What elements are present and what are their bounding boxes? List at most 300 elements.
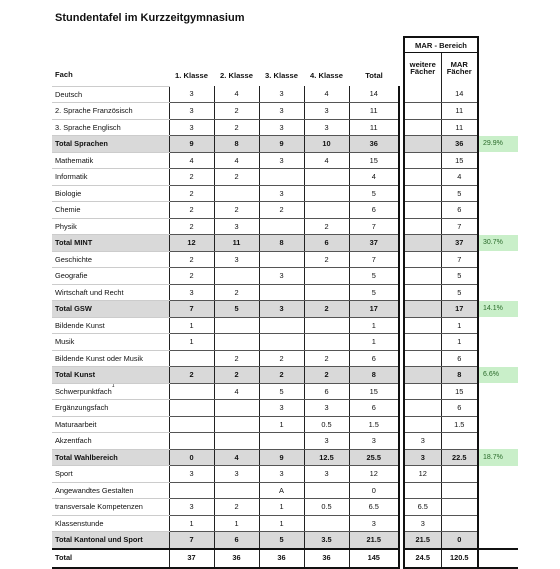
mar-weitere-cell: [404, 202, 441, 219]
klasse-4-cell: 3: [304, 103, 349, 120]
subject-name: Schwerpunktfach: [55, 386, 112, 396]
subject-label: [52, 251, 169, 268]
klasse-4-cell: 2: [304, 367, 349, 384]
subject-name: Total MINT: [55, 238, 93, 247]
klasse-2-cell: 2: [214, 499, 259, 516]
mar-faecher-cell: [441, 466, 478, 483]
klasse-1-cell: [169, 433, 214, 450]
klasse-1-cell: 3: [169, 284, 214, 301]
klasse-3-cell: [259, 218, 304, 235]
total-cell: 12: [349, 466, 399, 483]
total-cell: 15: [349, 152, 399, 169]
subject-label: [52, 317, 169, 334]
total-cell: 7: [349, 218, 399, 235]
mar-weitere-cell: [404, 334, 441, 351]
mar-weitere-cell: [404, 251, 441, 268]
mar-faecher-cell: 5: [441, 284, 478, 301]
subject-name: Akzentfach: [55, 436, 92, 445]
mar-weitere-cell: [404, 86, 441, 103]
header-mar-faecher: MAR Fächer: [441, 53, 478, 87]
klasse-3-cell: 3: [259, 185, 304, 202]
klasse-4-cell: [304, 202, 349, 219]
grand-total-klasse-2: 36: [214, 549, 259, 568]
mar-faecher-cell: 11: [441, 103, 478, 120]
klasse-1-cell: 2: [169, 202, 214, 219]
subject-name: Total Wahlbereich: [55, 452, 118, 462]
subject-label: [52, 400, 169, 417]
subject-label: [52, 152, 169, 169]
subject-label: [52, 466, 169, 483]
table-row: [52, 202, 518, 219]
subject-label: [52, 416, 169, 433]
subject-name: Total Kunst: [55, 370, 96, 379]
spacer: [478, 549, 518, 568]
klasse-3-cell: 3: [259, 466, 304, 483]
table-total-row: [52, 532, 518, 549]
percentage-badge: [478, 532, 518, 549]
mar-faecher-cell: 7: [441, 251, 478, 268]
klasse-4-cell: 4: [304, 86, 349, 103]
grand-total-klasse-1: 37: [169, 549, 214, 568]
klasse-2-cell: 4: [214, 86, 259, 103]
subject-name: Musik: [55, 337, 75, 346]
subject-label: [52, 235, 169, 252]
percentage-badge: [478, 268, 518, 285]
percentage-badge: 29.9%: [478, 136, 518, 153]
total-cell: 21.5: [349, 532, 399, 549]
klasse-4-cell: 0.5: [304, 416, 349, 433]
subject-name: Angewandtes Gestalten: [55, 485, 134, 495]
klasse-3-cell: A: [259, 482, 304, 499]
mar-weitere-cell: [404, 284, 441, 301]
klasse-2-cell: 8: [214, 136, 259, 153]
footnote-marker: 1: [111, 383, 115, 389]
header-klasse-4: 4. Klasse: [310, 70, 343, 80]
percentage-badge: [478, 383, 518, 400]
total-cell: 3: [349, 515, 399, 532]
subject-name: Ergänzungsfach: [55, 403, 109, 412]
mar-weitere-cell: [404, 482, 441, 499]
subject-name: Deutsch: [55, 89, 83, 99]
klasse-3-cell: [259, 334, 304, 351]
header-klasse-1: 1. Klasse: [175, 70, 208, 80]
table-row: [52, 383, 518, 400]
percentage-badge: [478, 202, 518, 219]
mar-faecher-cell: 15: [441, 383, 478, 400]
klasse-3-cell: 3: [259, 301, 304, 318]
mar-weitere-cell: [404, 350, 441, 367]
klasse-1-cell: 2: [169, 169, 214, 186]
mar-weitere-cell: [404, 136, 441, 153]
klasse-2-cell: 4: [214, 449, 259, 466]
mar-faecher-cell: 1: [441, 334, 478, 351]
column-header-row: [52, 53, 518, 87]
total-cell: 1: [349, 334, 399, 351]
table-total-row: [52, 449, 518, 466]
mar-weitere-cell: [404, 185, 441, 202]
klasse-4-cell: 3: [304, 433, 349, 450]
klasse-3-cell: [259, 433, 304, 450]
total-cell: 25.5: [349, 449, 399, 466]
grand-total-mar-faecher: 120.5: [441, 549, 478, 568]
subject-label: [52, 532, 169, 549]
mar-faecher-cell: 22.5: [441, 449, 478, 466]
total-cell: 6: [349, 400, 399, 417]
klasse-4-cell: 2: [304, 301, 349, 318]
subject-name: Geografie: [55, 271, 88, 280]
grand-total-label: Total: [52, 549, 169, 568]
klasse-3-cell: [259, 317, 304, 334]
klasse-2-cell: [214, 334, 259, 351]
subject-name: Total Kantonal und Sport: [55, 535, 143, 544]
klasse-3-cell: 2: [259, 202, 304, 219]
subject-name: Informatik: [55, 172, 88, 181]
subject-label: [52, 268, 169, 285]
klasse-1-cell: 2: [169, 218, 214, 235]
total-cell: 1: [349, 317, 399, 334]
total-cell: 37: [349, 235, 399, 252]
subject-name: Mathematik: [55, 155, 94, 165]
percentage-badge: 6.6%: [478, 367, 518, 384]
klasse-2-cell: 2: [214, 202, 259, 219]
mar-weitere-cell: 21.5: [404, 532, 441, 549]
klasse-2-cell: [214, 185, 259, 202]
klasse-2-cell: 2: [214, 284, 259, 301]
table-row: [52, 482, 518, 499]
mar-weitere-cell: 3: [404, 449, 441, 466]
mar-weitere-cell: [404, 152, 441, 169]
mar-weitere-cell: [404, 367, 441, 384]
total-cell: 11: [349, 103, 399, 120]
header-mar-weitere: weitere Fächer: [404, 53, 441, 87]
total-cell: 4: [349, 169, 399, 186]
klasse-4-cell: 2: [304, 251, 349, 268]
total-cell: 11: [349, 119, 399, 136]
klasse-3-cell: 1: [259, 515, 304, 532]
mar-weitere-cell: [404, 218, 441, 235]
percentage-badge: [478, 499, 518, 516]
klasse-3-cell: 3: [259, 400, 304, 417]
klasse-4-cell: 3: [304, 119, 349, 136]
percentage-badge: 14.1%: [478, 301, 518, 318]
header-klasse-2: 2. Klasse: [220, 70, 253, 80]
mar-weitere-cell: [404, 119, 441, 136]
klasse-2-cell: 2: [214, 119, 259, 136]
percentage-badge: [478, 218, 518, 235]
mar-weitere-cell: [404, 301, 441, 318]
percentage-badge: [478, 317, 518, 334]
table-total-row: [52, 367, 518, 384]
table-row: [52, 169, 518, 186]
mar-faecher-cell: 37: [441, 235, 478, 252]
table-row: [52, 251, 518, 268]
timetable: [52, 36, 518, 569]
mar-faecher-cell: 1.5: [441, 416, 478, 433]
table-row: [52, 400, 518, 417]
subject-name: Klassenstunde: [55, 518, 104, 528]
klasse-2-cell: 11: [214, 235, 259, 252]
subject-name: Sport: [55, 469, 73, 478]
timetable-body: [52, 86, 518, 568]
klasse-4-cell: 10: [304, 136, 349, 153]
klasse-2-cell: [214, 268, 259, 285]
klasse-3-cell: [259, 251, 304, 268]
klasse-3-cell: [259, 169, 304, 186]
klasse-2-cell: 4: [214, 152, 259, 169]
mar-weitere-cell: 6.5: [404, 499, 441, 516]
klasse-3-cell: 2: [259, 350, 304, 367]
mar-weitere-cell: [404, 268, 441, 285]
klasse-4-cell: 6: [304, 383, 349, 400]
grand-total-value: 145: [349, 549, 399, 568]
mar-faecher-cell: 1: [441, 317, 478, 334]
total-cell: 0: [349, 482, 399, 499]
klasse-4-cell: 2: [304, 350, 349, 367]
subject-name: Bildende Kunst: [55, 320, 105, 330]
klasse-3-cell: 3: [259, 119, 304, 136]
klasse-2-cell: 4: [214, 383, 259, 400]
klasse-2-cell: 5: [214, 301, 259, 318]
klasse-2-cell: 2: [214, 169, 259, 186]
mar-weitere-cell: [404, 416, 441, 433]
subject-label: [52, 103, 169, 120]
grand-total-klasse-3: 36: [259, 549, 304, 568]
klasse-1-cell: 2: [169, 251, 214, 268]
table-row: [52, 515, 518, 532]
klasse-4-cell: [304, 482, 349, 499]
total-cell: 17: [349, 301, 399, 318]
total-cell: 14: [349, 86, 399, 103]
total-cell: 6: [349, 350, 399, 367]
mar-faecher-cell: 6: [441, 400, 478, 417]
klasse-2-cell: 2: [214, 367, 259, 384]
total-cell: 3: [349, 433, 399, 450]
percentage-badge: [478, 350, 518, 367]
klasse-2-cell: 2: [214, 103, 259, 120]
klasse-4-cell: 3: [304, 400, 349, 417]
klasse-3-cell: 9: [259, 136, 304, 153]
percentage-badge: [478, 284, 518, 301]
klasse-1-cell: 1: [169, 317, 214, 334]
klasse-1-cell: 4: [169, 152, 214, 169]
table-row: [52, 466, 518, 483]
subject-label: [52, 482, 169, 499]
klasse-4-cell: 2: [304, 218, 349, 235]
mar-faecher-cell: 5: [441, 185, 478, 202]
table-total-row: [52, 235, 518, 252]
subject-name: transversale Kompetenzen: [55, 502, 143, 511]
klasse-2-cell: [214, 317, 259, 334]
subject-name: Total GSW: [55, 304, 92, 313]
mar-weitere-cell: 3: [404, 433, 441, 450]
subject-label: [52, 301, 169, 318]
klasse-3-cell: 9: [259, 449, 304, 466]
klasse-1-cell: 7: [169, 301, 214, 318]
mar-weitere-cell: [404, 235, 441, 252]
table-row: [52, 268, 518, 285]
total-cell: 7: [349, 251, 399, 268]
klasse-4-cell: [304, 284, 349, 301]
subject-label: [52, 449, 169, 466]
klasse-4-cell: [304, 169, 349, 186]
klasse-3-cell: 1: [259, 416, 304, 433]
table-total-row: [52, 136, 518, 153]
percentage-badge: [478, 103, 518, 120]
percentage-badge: [478, 152, 518, 169]
percentage-badge: [478, 334, 518, 351]
klasse-1-cell: [169, 400, 214, 417]
table-row: [52, 433, 518, 450]
percentage-badge: [478, 433, 518, 450]
klasse-1-cell: 9: [169, 136, 214, 153]
mar-faecher-cell: 8: [441, 367, 478, 384]
header-fach: Fach: [52, 53, 169, 87]
klasse-1-cell: 3: [169, 466, 214, 483]
mar-section-title: MAR - Bereich: [404, 37, 478, 53]
klasse-1-cell: 0: [169, 449, 214, 466]
total-cell: 6.5: [349, 499, 399, 516]
percentage-badge: 18.7%: [478, 449, 518, 466]
table-row: [52, 350, 518, 367]
table-row: [52, 119, 518, 136]
mar-weitere-cell: [404, 400, 441, 417]
subject-label: [52, 284, 169, 301]
header-klasse-3: 3. Klasse: [265, 70, 298, 80]
mar-weitere-cell: [404, 103, 441, 120]
percentage-badge: 30.7%: [478, 235, 518, 252]
klasse-2-cell: [214, 482, 259, 499]
klasse-4-cell: [304, 185, 349, 202]
table-row: [52, 86, 518, 103]
subject-label: [52, 433, 169, 450]
mar-weitere-cell: [404, 317, 441, 334]
mar-faecher-cell: 17: [441, 301, 478, 318]
klasse-3-cell: 1: [259, 499, 304, 516]
mar-weitere-cell: [404, 383, 441, 400]
klasse-3-cell: 3: [259, 103, 304, 120]
page-title: Stundentafel im Kurzzeitgymnasium: [55, 12, 245, 24]
klasse-4-cell: 0.5: [304, 499, 349, 516]
mar-faecher-cell: [441, 482, 478, 499]
total-cell: 1.5: [349, 416, 399, 433]
klasse-3-cell: 5: [259, 383, 304, 400]
table-row: [52, 218, 518, 235]
klasse-1-cell: 2: [169, 185, 214, 202]
subject-name: Biologie: [55, 188, 82, 198]
klasse-1-cell: 2: [169, 367, 214, 384]
total-cell: 8: [349, 367, 399, 384]
subject-name: 3. Sprache Englisch: [55, 122, 121, 132]
klasse-3-cell: 3: [259, 268, 304, 285]
subject-name: Chemie: [55, 205, 81, 214]
percentage-badge: [478, 416, 518, 433]
subject-label: [52, 218, 169, 235]
klasse-4-cell: 3.5: [304, 532, 349, 549]
klasse-1-cell: 2: [169, 268, 214, 285]
subject-label: [52, 350, 169, 367]
klasse-3-cell: 3: [259, 152, 304, 169]
subject-label: [52, 383, 169, 400]
table-row: [52, 103, 518, 120]
subject-label: [52, 169, 169, 186]
subject-label: [52, 185, 169, 202]
klasse-4-cell: [304, 317, 349, 334]
klasse-1-cell: 3: [169, 499, 214, 516]
subject-label: [52, 515, 169, 532]
mar-faecher-cell: [441, 433, 478, 450]
subject-label: [52, 334, 169, 351]
total-cell: 5: [349, 185, 399, 202]
klasse-1-cell: 3: [169, 119, 214, 136]
percentage-badge: [478, 466, 518, 483]
table-row: [52, 185, 518, 202]
percentage-badge: [478, 251, 518, 268]
mar-faecher-cell: 7: [441, 218, 478, 235]
klasse-1-cell: [169, 350, 214, 367]
table-row: [52, 416, 518, 433]
table-row: [52, 499, 518, 516]
mar-faecher-cell: [441, 515, 478, 532]
klasse-4-cell: 6: [304, 235, 349, 252]
klasse-4-cell: [304, 515, 349, 532]
table-row: [52, 152, 518, 169]
percentage-badge: [478, 400, 518, 417]
total-cell: 15: [349, 383, 399, 400]
klasse-2-cell: 1: [214, 515, 259, 532]
klasse-3-cell: 3: [259, 86, 304, 103]
klasse-2-cell: 6: [214, 532, 259, 549]
mar-faecher-cell: [441, 499, 478, 516]
percentage-badge: [478, 169, 518, 186]
percentage-badge: [478, 119, 518, 136]
mar-weitere-cell: 3: [404, 515, 441, 532]
subject-label: [52, 86, 169, 103]
mar-faecher-cell: 14: [441, 86, 478, 103]
klasse-2-cell: 3: [214, 218, 259, 235]
subject-label: [52, 136, 169, 153]
total-cell: 5: [349, 268, 399, 285]
klasse-2-cell: [214, 416, 259, 433]
subject-name: Geschichte: [55, 254, 92, 264]
klasse-1-cell: 1: [169, 334, 214, 351]
mar-faecher-cell: 15: [441, 152, 478, 169]
subject-name: Physik: [55, 221, 77, 231]
subject-label: [52, 202, 169, 219]
subject-name: Maturaarbeit: [55, 419, 97, 429]
klasse-4-cell: 12.5: [304, 449, 349, 466]
mar-faecher-cell: 4: [441, 169, 478, 186]
klasse-4-cell: [304, 334, 349, 351]
total-cell: 5: [349, 284, 399, 301]
mar-faecher-cell: 6: [441, 202, 478, 219]
grand-total-klasse-4: 36: [304, 549, 349, 568]
klasse-2-cell: 3: [214, 251, 259, 268]
percentage-badge: [478, 185, 518, 202]
mar-faecher-cell: 6: [441, 350, 478, 367]
subject-name: Wirtschaft und Recht: [55, 287, 124, 297]
percentage-badge: [478, 482, 518, 499]
mar-faecher-cell: 5: [441, 268, 478, 285]
mar-faecher-cell: 11: [441, 119, 478, 136]
klasse-2-cell: 2: [214, 350, 259, 367]
subject-name: 2. Sprache Französisch: [55, 106, 133, 115]
percentage-badge: [478, 515, 518, 532]
mar-header-row: [52, 37, 518, 53]
subject-label: [52, 119, 169, 136]
klasse-4-cell: 4: [304, 152, 349, 169]
klasse-2-cell: 3: [214, 466, 259, 483]
klasse-1-cell: 3: [169, 86, 214, 103]
